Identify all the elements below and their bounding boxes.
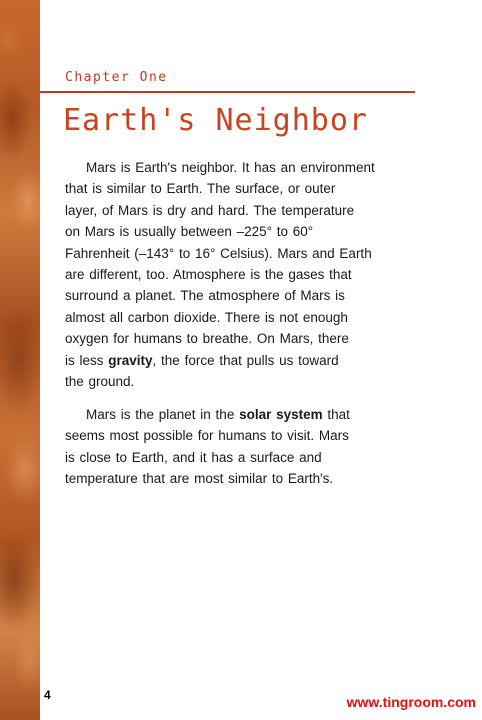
text-segment: Mars is the planet in the (86, 407, 240, 422)
text-line (65, 404, 415, 425)
text-segment: on Mars is usually between –225° to 60° (65, 224, 314, 240)
text-segment: layer, of Mars is dry and hard. The temperature (65, 202, 355, 218)
chapter-divider (40, 91, 415, 93)
text-segment: oxygen for humans to breathe. On Mars, there (65, 331, 349, 347)
text-segment: Mars is Earth's neighbor. It has an environment (86, 160, 375, 175)
chapter-title: Earth's Neighbor (63, 103, 368, 138)
paragraph-2 (65, 404, 415, 490)
text-line (65, 425, 415, 446)
text-line (65, 178, 415, 199)
text-segment: the ground. (65, 373, 135, 389)
text-line (65, 285, 415, 306)
glossary-term: gravity (108, 352, 153, 368)
mars-surface-image (0, 0, 40, 720)
text-line (65, 371, 415, 392)
watermark: www.tingroom.com (346, 694, 476, 710)
text-segment: is close to Earth, and it has a surface and (65, 449, 322, 465)
text-line (65, 243, 415, 264)
text-segment: Fahrenheit (–143° to 16° Celsius). Mars and Earth (65, 245, 372, 261)
text-line (65, 350, 415, 371)
text-segment: are different, too. Atmosphere is the gases that (65, 266, 352, 282)
text-line (65, 328, 415, 349)
text-line (65, 307, 415, 328)
glossary-term: solar system (239, 407, 323, 422)
text-segment: is less (65, 352, 109, 368)
text-line (65, 157, 415, 178)
chapter-label: Chapter One (65, 70, 168, 85)
text-segment: almost all carbon dioxide. There is not enough (65, 309, 348, 325)
paragraph-1 (65, 157, 415, 392)
text-line (65, 264, 415, 285)
text-line (65, 221, 415, 242)
text-segment: , the force that pulls us toward (152, 352, 339, 368)
text-line (65, 200, 415, 221)
text-segment: temperature that are most similar to Earth's. (65, 471, 334, 487)
text-segment: surround a planet. The atmosphere of Mars is (65, 288, 345, 304)
text-line (65, 468, 415, 489)
text-line (65, 447, 415, 468)
page-number: 4 (44, 688, 51, 702)
text-segment: seems most possible for humans to visit. Mars (65, 428, 349, 444)
text-segment: that is similar to Earth. The surface, or outer (65, 181, 336, 197)
text-segment: that (322, 407, 350, 422)
